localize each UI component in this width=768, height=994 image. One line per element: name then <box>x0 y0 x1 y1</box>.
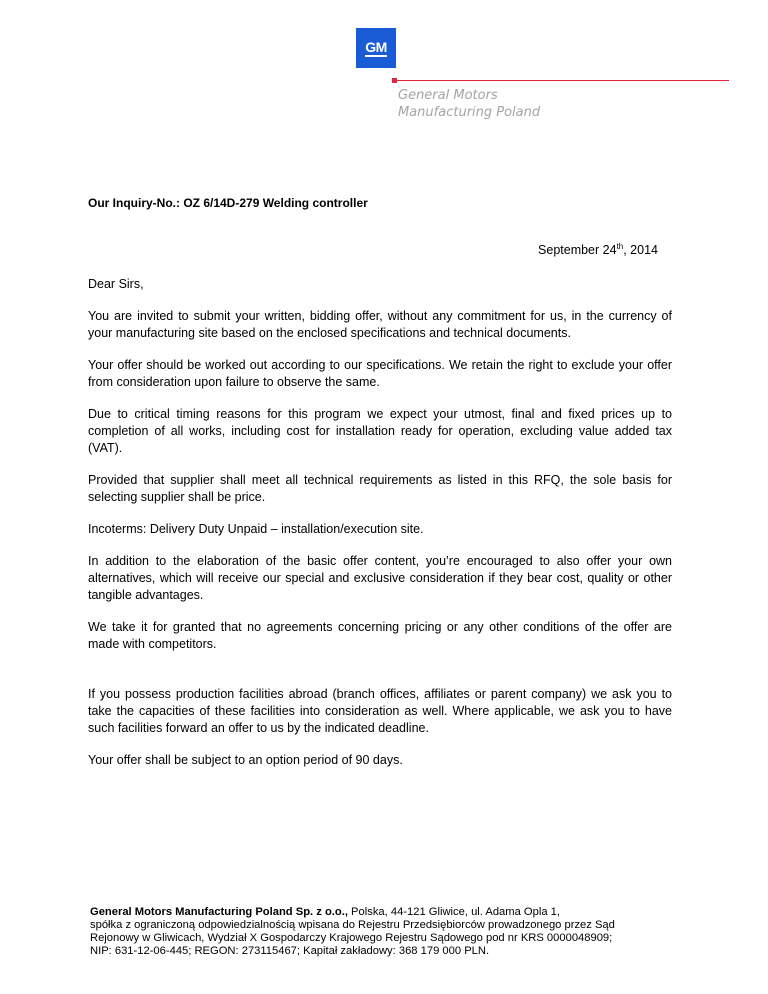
paragraph-8: If you possess production facilities abroad (branch offices, affiliates or parent company) we ask you to take the capacities of these facilities into consideration as well. Where applicable, we ask you to have such facilities forward an offer to us by the indicated deadline. <box>88 687 672 735</box>
footer-line-4: NIP: 631-12-06-445; REGON: 273115467; Kapitał zakładowy: 368 179 000 PLN. <box>90 945 490 957</box>
gm-logo <box>356 28 396 68</box>
paragraph-4: Provided that supplier shall meet all technical requirements as listed in this RFQ, the sole basis for selecting supplier shall be price. <box>88 473 672 504</box>
date-year: , 2014 <box>623 243 658 258</box>
salutation: Dear Sirs, <box>88 277 144 291</box>
company-header <box>398 87 540 121</box>
footer-line-2: spółka z ograniczoną odpowiedzialnością wpisana do Rejestru Przedsiębiorców prowadzonego przez Sąd <box>90 919 615 931</box>
footer-address: Polska, 44-121 Gliwice, ul. Adama Opla 1, <box>347 906 561 918</box>
footer-line-1 <box>90 906 670 919</box>
paragraph-3: Due to critical timing reasons for this program we expect your utmost, final and fixed prices up to completion of all works, including cost for installation ready for operation, excluding value added tax (VAT). <box>88 407 672 455</box>
company-name-line2: Manufacturing Poland <box>398 105 541 120</box>
footer-company-name: General Motors Manufacturing Poland Sp. z o.o., <box>90 906 348 918</box>
paragraph-5: Incoterms: Delivery Duty Unpaid – installation/execution site. <box>88 522 424 536</box>
date-suffix: th <box>616 242 624 251</box>
letter-body <box>88 276 672 784</box>
inquiry-number: Our Inquiry-No.: OZ 6/14D-279 Welding controller <box>88 196 368 210</box>
company-name-line1: General Motors <box>398 88 498 103</box>
gm-logo-text: GM <box>365 38 387 55</box>
header-red-rule <box>397 80 729 81</box>
paragraph-2: Your offer should be worked out according to our specifications. We retain the right to exclude your offer from consideration upon failure to observe the same. <box>88 358 672 389</box>
paragraph-9: Your offer shall be subject to an option period of 90 days. <box>88 753 403 767</box>
paragraph-6: In addition to the elaboration of the basic offer content, you’re encouraged to also offer your own alternatives, which will receive our special and exclusive consideration if they bear cost, quality or other tangible advantages. <box>88 554 672 602</box>
letter-date <box>538 242 658 257</box>
footer-line-3: Rejonowy w Gliwicach, Wydział X Gospodarczy Krajowego Rejestru Sądowego pod nr KRS 0000048909; <box>90 932 613 944</box>
company-footer <box>90 906 670 958</box>
date-month-day: September 24 <box>538 243 617 258</box>
paragraph-7: We take it for granted that no agreements concerning pricing or any other conditions of the offer are made with competitors. <box>88 620 672 651</box>
paragraph-1: You are invited to submit your written, bidding offer, without any commitment for us, in the currency of your manufacturing site based on the enclosed specifications and technical documents. <box>88 309 672 340</box>
